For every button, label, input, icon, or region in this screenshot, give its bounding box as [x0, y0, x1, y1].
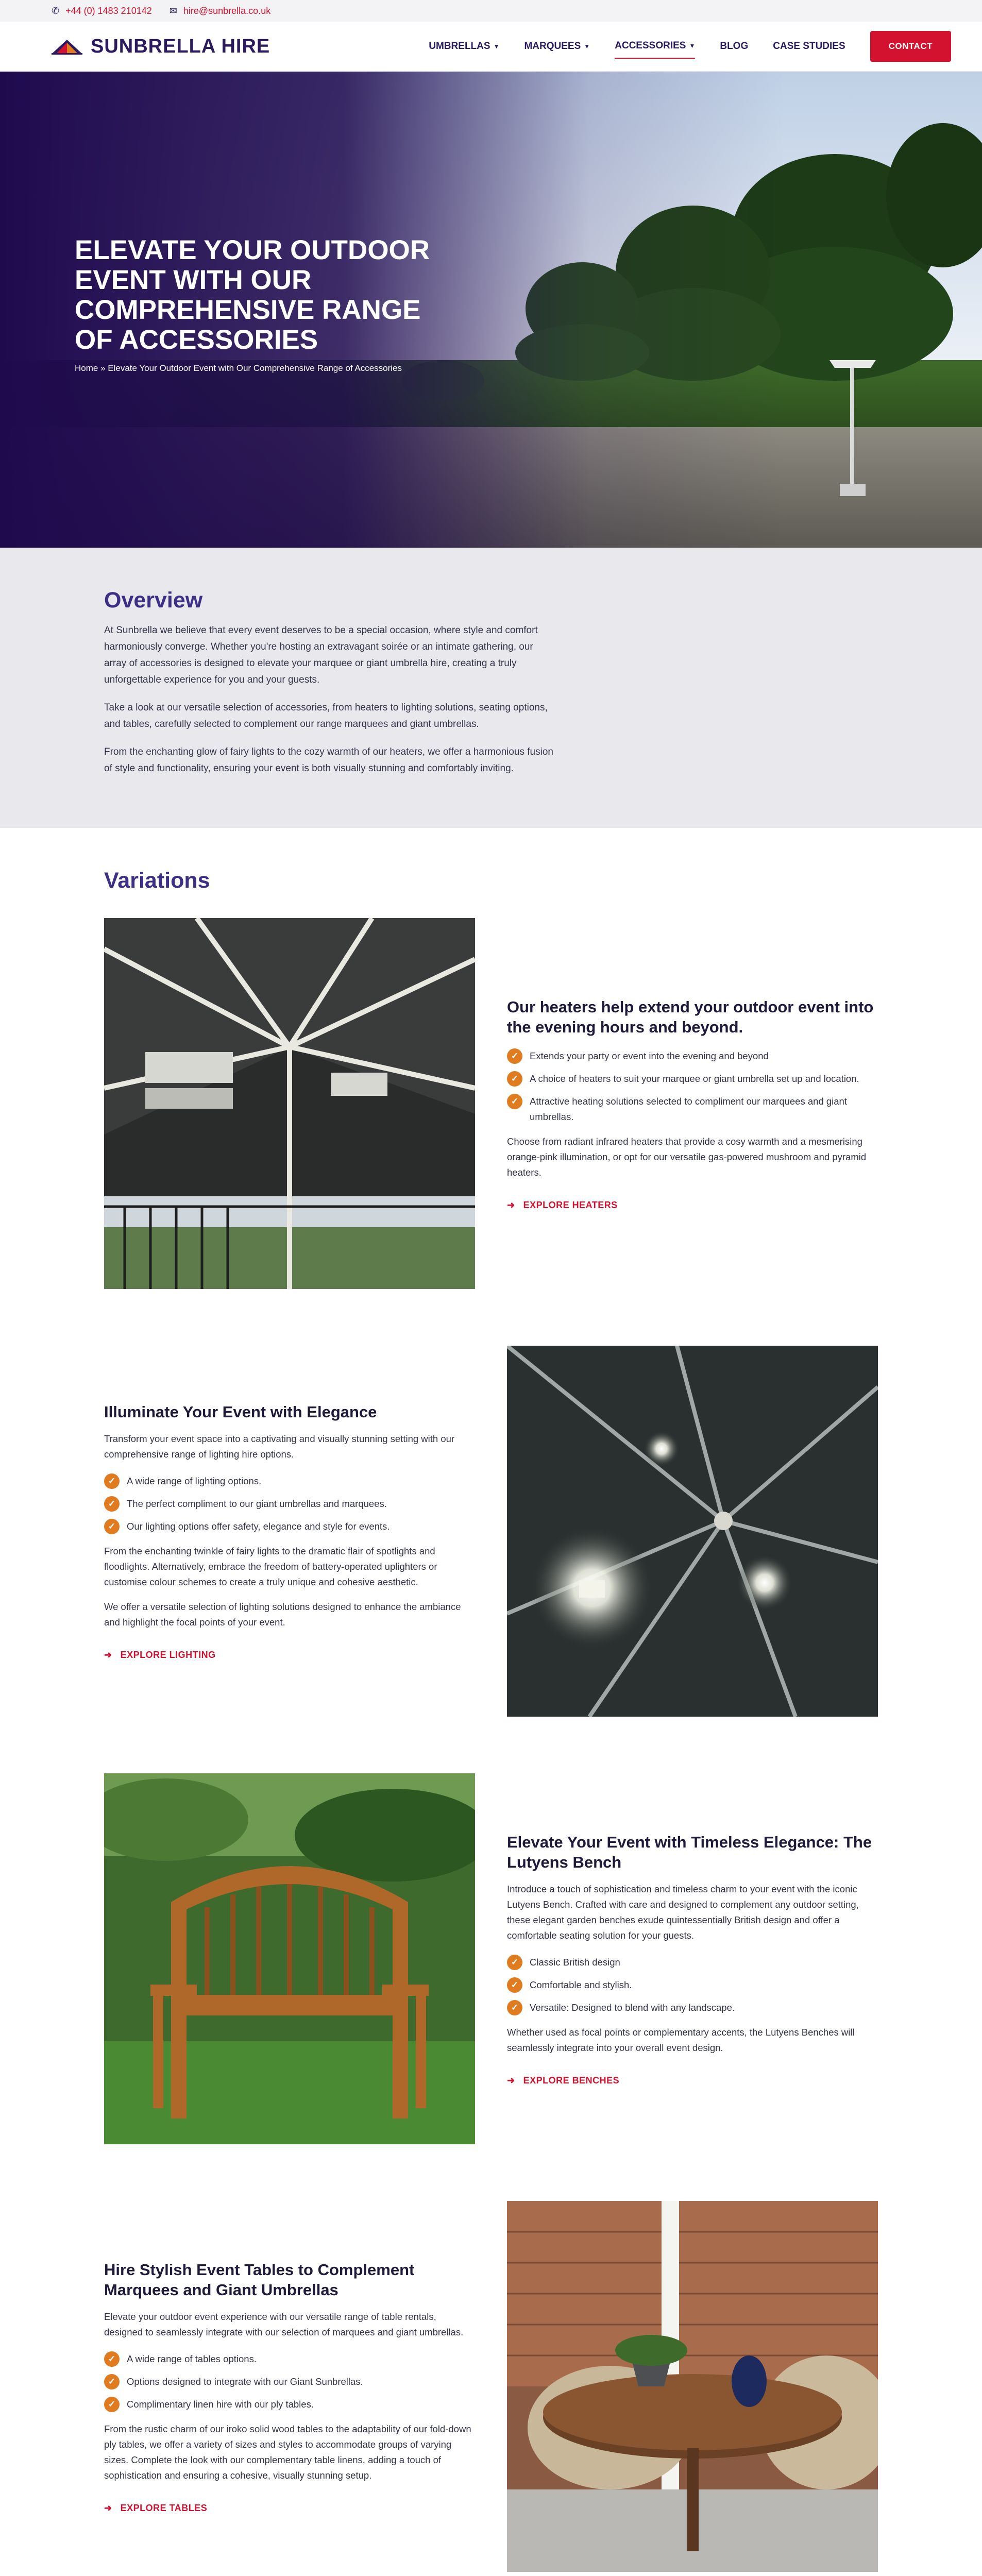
chevron-down-icon: ▼ — [689, 42, 696, 49]
feature-lighting — [104, 1346, 878, 1717]
heaters-image — [104, 918, 475, 1289]
email-link[interactable] — [170, 6, 270, 16]
check-icon: ✓ — [104, 1496, 120, 1512]
heaters-paragraph: Choose from radiant infrared heaters that provide a cosy warmth and a mesmerising orange-pink illumination, or opt for our versatile gas-powered mushroom and pyramid heaters. — [507, 1136, 867, 1178]
lighting-intro: Transform your event space into a captivating and visually stunning setting with our comprehensive range of lighting hire options. — [104, 1433, 455, 1460]
list-item — [507, 1071, 878, 1087]
overview-paragraph: Take a look at our versatile selection of accessories, from heaters to lighting solutions, seating options, and tables, carefully selected to complement our range marquees and giant umbrellas. — [104, 702, 548, 730]
hero-title: ELEVATE YOUR OUTDOOR EVENT WITH OUR COMPREHENSIVE RANGE OF ACCESSORIES — [75, 235, 430, 355]
bullet-text: The perfect compliment to our giant umbrellas and marquees. — [127, 1498, 387, 1509]
bench-photo — [104, 1773, 475, 2144]
nav-marquees-label: MARQUEES — [524, 41, 581, 52]
site-logo[interactable] — [52, 36, 270, 58]
bullet-text: Classic British design — [530, 1956, 620, 1968]
bullet-text: A wide range of tables options. — [127, 2353, 257, 2364]
heaters-photo — [104, 918, 475, 1289]
bullet-text: Options designed to integrate with our Giant Sunbrellas. — [127, 2376, 363, 2387]
chevron-down-icon: ▼ — [584, 43, 590, 50]
overview-paragraph: At Sunbrella we believe that every event deserves to be a special occasion, where style and comfort harmoniously converge. Whether you're hosting an extravagant soirée or an intimate gathering, our array of accessories is designed to elevate your marquee or giant umbrella hire, creating a truly unforgettable experience for you and your guests. — [104, 625, 538, 685]
bullet-text: Comfortable and stylish. — [530, 1979, 632, 1990]
bullet-text: A wide range of lighting options. — [127, 1476, 262, 1486]
bullet-text: A choice of heaters to suit your marquee or giant umbrella set up and location. — [530, 1073, 859, 1084]
overview-section — [0, 548, 982, 828]
list-item — [104, 2397, 475, 2412]
phone-link[interactable] — [52, 6, 152, 16]
breadcrumb — [75, 362, 435, 375]
bullet-text: Complimentary linen hire with our ply tables. — [127, 2398, 314, 2410]
feature-benches — [104, 1773, 878, 2144]
bullet-text: Attractive heating solutions selected to compliment our marquees and giant umbrellas. — [530, 1095, 847, 1122]
overview-title: Overview — [104, 588, 203, 613]
check-icon: ✓ — [507, 1955, 522, 1970]
explore-tables-link[interactable] — [104, 2503, 475, 2514]
explore-tables-label: EXPLORE TABLES — [120, 2502, 208, 2513]
lighting-title: Illuminate Your Event with Elegance — [104, 1403, 377, 1421]
arrow-right-icon: ➜ — [104, 2502, 112, 2513]
feature-tables — [104, 2201, 878, 2572]
list-item — [507, 1094, 878, 1125]
nav-umbrellas[interactable] — [429, 35, 499, 58]
chevron-down-icon: ▼ — [493, 43, 500, 50]
list-item — [507, 1048, 878, 1064]
bullet-text: Our lighting options offer safety, elegance and style for events. — [127, 1521, 390, 1532]
check-icon: ✓ — [104, 2397, 120, 2412]
list-item — [104, 1519, 475, 1534]
benches-text — [507, 1832, 878, 2086]
contact-button[interactable]: CONTACT — [870, 31, 951, 62]
breadcrumb-separator: » — [98, 363, 108, 373]
explore-heaters-label: EXPLORE HEATERS — [523, 1199, 618, 1210]
list-item — [104, 1473, 475, 1489]
tables-bullets — [104, 2351, 475, 2412]
phone-number: +44 (0) 1483 210142 — [65, 5, 152, 16]
benches-paragraph: Whether used as focal points or complementary accents, the Lutyens Benches will seamlessly integrate into your overall event design. — [507, 2026, 855, 2053]
arrow-right-icon: ➜ — [104, 1650, 112, 1660]
nav-marquees[interactable] — [524, 35, 590, 58]
lighting-bullets — [104, 1473, 475, 1534]
arrow-right-icon: ➜ — [507, 2075, 515, 2086]
arrow-right-icon: ➜ — [507, 1199, 515, 1210]
check-icon: ✓ — [507, 1071, 522, 1087]
check-icon: ✓ — [507, 1048, 522, 1064]
list-item — [507, 1955, 878, 1970]
nav-accessories[interactable] — [615, 34, 695, 59]
nav-accessories-label: ACCESSORIES — [615, 40, 686, 51]
variations-title: Variations — [104, 868, 210, 893]
phone-icon: ✆ — [52, 5, 60, 16]
tables-intro: Elevate your outdoor event experience with our versatile range of table rentals, designed to seamlessly integrate with our selection of marquees and giant umbrellas. — [104, 2311, 464, 2337]
list-item — [507, 2000, 878, 2015]
check-icon: ✓ — [104, 1519, 120, 1534]
heaters-bullets — [507, 1048, 878, 1125]
variations-section — [0, 828, 982, 2576]
lighting-text — [104, 1402, 475, 1660]
tables-image — [507, 2201, 878, 2572]
check-icon: ✓ — [104, 2374, 120, 2389]
list-item — [104, 1496, 475, 1512]
list-item — [104, 2374, 475, 2389]
nav-blog[interactable] — [720, 35, 748, 58]
logo-umbrella-icon — [52, 38, 82, 55]
hero-content — [75, 235, 435, 375]
check-icon: ✓ — [104, 2351, 120, 2367]
breadcrumb-current: Elevate Your Outdoor Event with Our Comprehensive Range of Accessories — [108, 363, 402, 373]
bullet-text: Versatile: Designed to blend with any landscape. — [530, 2002, 735, 2013]
lighting-paragraph: From the enchanting twinkle of fairy lights to the dramatic flair of spotlights and floodlights. Alternatively, embrace the freedom of battery-operated uplighters or customise colour schemes to create a truly unique and cohesive aesthetic. — [104, 1546, 437, 1587]
list-item — [104, 2351, 475, 2367]
explore-heaters-link[interactable] — [507, 1200, 878, 1211]
email-address: hire@sunbrella.co.uk — [183, 5, 271, 16]
heaters-title: Our heaters help extend your outdoor event into the evening hours and beyond. — [507, 997, 874, 1036]
bench-image — [104, 1773, 475, 2144]
nav-case-studies-label: CASE STUDIES — [773, 41, 845, 52]
heaters-text — [507, 997, 878, 1211]
check-icon: ✓ — [104, 1473, 120, 1489]
check-icon: ✓ — [507, 1094, 522, 1109]
top-contact-bar — [0, 0, 982, 22]
bullet-text: Extends your party or event into the evening and beyond — [530, 1050, 769, 1061]
nav-case-studies[interactable] — [773, 35, 845, 58]
main-nav — [429, 31, 951, 62]
mail-icon: ✉ — [169, 5, 177, 16]
explore-benches-link[interactable] — [507, 2075, 878, 2086]
tables-paragraph: From the rustic charm of our iroko solid wood tables to the adaptability of our fold-down ply tables, we offer a variety of sizes and styles to accommodate groups of varying sizes. Complete the look with our complementary table linens, adding a touch of sophistication and ensuring a cohesive, visually stunning setup. — [104, 2423, 471, 2481]
lighting-photo — [507, 1346, 878, 1717]
site-header — [0, 22, 982, 72]
explore-lighting-link[interactable] — [104, 1650, 475, 1660]
tables-title: Hire Stylish Event Tables to Complement Marquees and Giant Umbrellas — [104, 2260, 415, 2299]
explore-lighting-label: EXPLORE LIGHTING — [120, 1650, 216, 1660]
lighting-image — [507, 1346, 878, 1717]
benches-intro: Introduce a touch of sophistication and timeless charm to your event with the iconic Lutyens Bench. Crafted with care and designed to complement any outdoor setting, these elegant garden benches exude quintessentially British design and offer a comfortable seating solution for your guests. — [507, 1883, 859, 1941]
nav-blog-label: BLOG — [720, 41, 749, 52]
check-icon: ✓ — [507, 1977, 522, 1993]
list-item — [507, 1977, 878, 1993]
lighting-paragraph: We offer a versatile selection of lighting solutions designed to enhance the ambiance and highlight the focal points of your event. — [104, 1601, 461, 1628]
feature-heaters — [104, 918, 878, 1289]
benches-title: Elevate Your Event with Timeless Elegance: The Lutyens Bench — [507, 1833, 872, 1871]
nav-umbrellas-label: UMBRELLAS — [429, 41, 490, 52]
check-icon: ✓ — [507, 2000, 522, 2015]
breadcrumb-home-link[interactable]: Home — [75, 363, 98, 373]
benches-bullets — [507, 1955, 878, 2015]
hero-banner — [0, 72, 982, 548]
explore-benches-label: EXPLORE BENCHES — [523, 2075, 620, 2086]
overview-paragraph: From the enchanting glow of fairy lights to the cozy warmth of our heaters, we offer a harmonious fusion of style and functionality, ensuring your event is both visually stunning and comfortably inviting. — [104, 747, 553, 774]
tables-text — [104, 2260, 475, 2514]
logo-text: SUNBRELLA HIRE — [91, 35, 270, 57]
tables-photo — [507, 2201, 878, 2572]
